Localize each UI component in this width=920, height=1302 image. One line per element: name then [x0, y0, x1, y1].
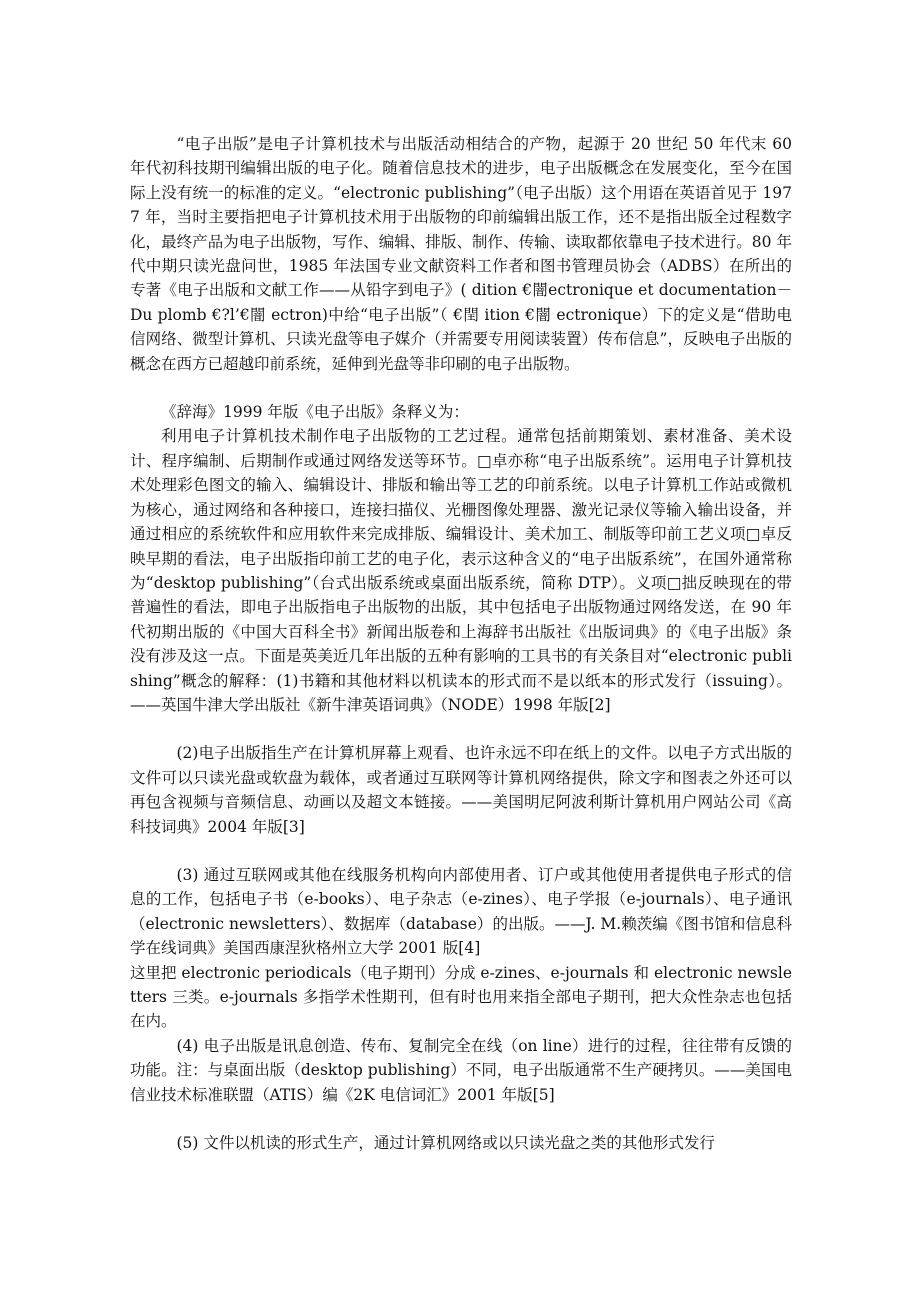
paragraph-definition-5: (5) 文件以机读的形式生产，通过计算机网络或以只读光盘之类的其他形式发行: [176, 1134, 715, 1153]
paragraph-gap: [130, 717, 792, 741]
paragraph-definition-3: (3) 通过互联网或其他在线服务机构向内部使用者、订户或其他使用者提供电子形式的信息的工作，包括电子书（e-books）、电子杂志（e-zines）、电子学报（e-journals）、电子通讯（electronic newsletters）、数据库（database）的出版。——J. M.赖茨编《图书馆和信息科学在线词典》美国西康涅狄格州立大学 2001 版[4]: [130, 865, 792, 958]
paragraph-definition-4: (4) 电子出版是讯息创造、传布、复制完全在线（on line）进行的过程，往往带有反馈的功能。注：与桌面出版（desktop publishing）不同，电子出版通常不生产硬拷贝。——美国电信业技术标准联盟（ATIS）编《2K 电信词汇》2001 年版[5]: [130, 1036, 792, 1104]
paragraph-intro: “电子出版”是电子计算机技术与出版活动相结合的产物，起源于 20 世纪 50 年代末 60 年代初科技期刊编辑出版的电子化。随着信息技术的进步，电子出版概念在发展变化，至今在国际上没有统一的标准的定义。“electronic publishing”（电子出版）这个用语在英语首见于 1977 年，当时主要指把电子计算机技术用于出版物的印前编辑出版工作，还不是指出版全过程数字化，最终产品为电子出版物，写作、编辑、排版、制作、传输、读取都依靠电子技术进行。80 年代中期只读光盘问世，1985 年法国专业文献资料工作者和图书管理员协会（ADBS）在所出的专著《电子出版和文献工作——从铅字到电子》( dition €闇ectronique et documentation－Du plomb €?l’€闇 ectron)中给“电子出版”（ €閏 ition €闇 ectronique）下的定义是“借助电信网络、微型计算机、只读光盘等电子媒介（并需要专用阅读装置）传布信息”，反映电子出版的概念在西方已超越印前系统，延伸到光盘等非印刷的电子出版物。: [130, 135, 792, 373]
paragraph-definition-2: (2)电子出版指生产在计算机屏幕上观看、也许永远不印在纸上的文件。以电子方式出版的文件可以只读光盘或软盘为载体，或者通过互联网等计算机网络提供，除文字和图表之外还可以再包含视频与音频信息、动画以及超文本链接。——美国明尼阿波利斯计算机用户网站公司《高科技词典》2004 年版[3]: [130, 744, 792, 836]
paragraph-periodicals-note: 这里把 electronic periodicals（电子期刊）分成 e-zines、e-journals 和 electronic newsletters 三类。e-journals 多指学术性期刊，但有时也用来指全部电子期刊，把大众性杂志也包括在内。: [130, 963, 792, 1031]
paragraph-cihai-heading: 《辞海》1999 年版《电子出版》条释义为：: [161, 403, 469, 422]
paragraph-gap: [130, 1107, 792, 1131]
paragraph-cihai-definition: 利用电子计算机技术制作电子出版物的工艺过程。通常包括前期策划、素材准备、美术设计、程序编制、后期制作或通过网络发送等环节。□卓亦称“电子出版系统”。运用电子计算机技术处理彩色图文的输入、编辑设计、排版和输出等工艺的印前系统。以电子计算机工作站或微机为核心，通过网络和各种接口，连接扫描仪、光栅图像处理器、激光记录仪等输入输出设备，并通过相应的系统软件和应用软件来完成排版、编辑设计、美术加工、制版等印前工艺义项□卓反映早期的看法，电子出版指印前工艺的电子化，表示这种含义的“电子出版系统”，在国外通常称为“desktop publishing”（台式出版系统或桌面出版系统，简称 DTP）。义项□拙反映现在的带普遍性的看法，即电子出版指电子出版物的出版，其中包括电子出版物通过网络发送，在 90 年代初期出版的《中国大百科全书》新闻出版卷和上海辞书出版社《出版词典》的《电子出版》条没有涉及这一点。下面是英美近几年出版的五种有影响的工具书的有关条目对“electronic publishing”概念的解释：(1)书籍和其他材料以机读本的形式而不是以纸本的形式发行（issuing）。——英国牛津大学出版社《新牛津英语词典》（NODE）1998 年版[2]: [130, 427, 792, 714]
document-body: [130, 132, 792, 1155]
paragraph-gap: [130, 376, 792, 400]
paragraph-gap: [130, 839, 792, 863]
